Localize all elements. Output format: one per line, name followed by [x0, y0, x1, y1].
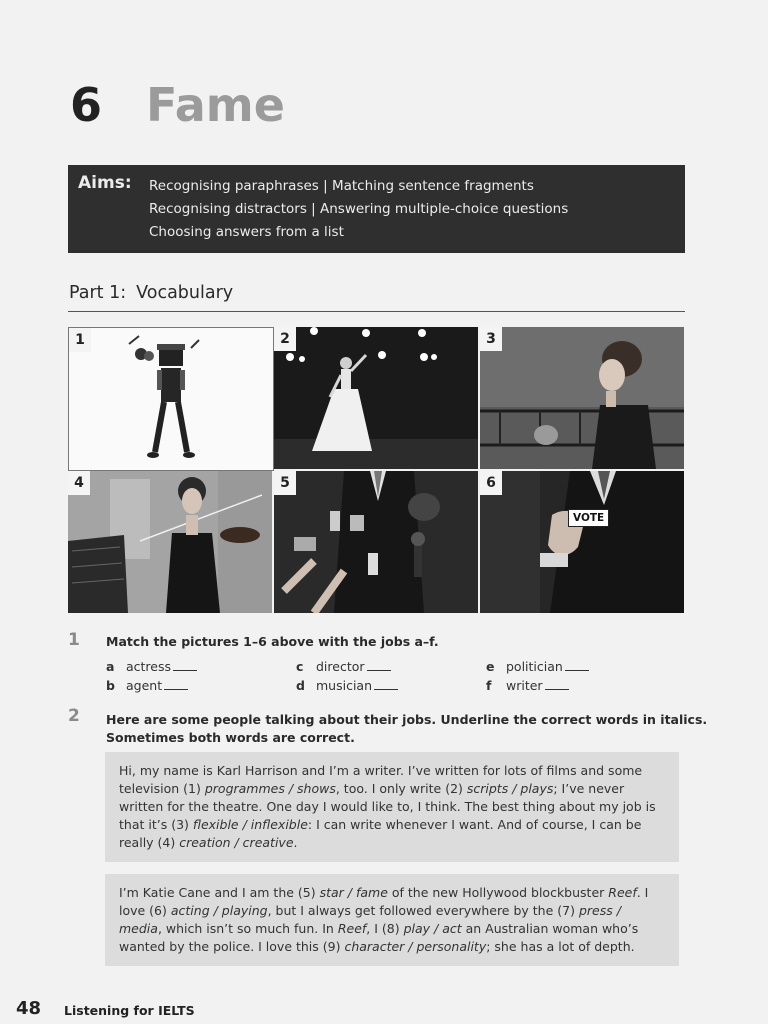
- passage-text: Hi, my name is Karl Harrison and I’m a writer. I’ve written for lots of films and some television (1): [119, 763, 643, 796]
- word-choice[interactable]: play / act: [403, 921, 462, 936]
- answer-blank[interactable]: [164, 689, 188, 690]
- aims-label: Aims:: [78, 173, 132, 193]
- word-choice[interactable]: character / personality: [344, 939, 487, 954]
- film-title: Reef: [608, 885, 637, 900]
- instruction-line: Sometimes both words are correct.: [106, 730, 355, 745]
- reading-passage-actress: [105, 874, 679, 966]
- passage-text: , I (8): [366, 921, 404, 936]
- option-letter: b: [106, 678, 115, 693]
- option-word: writer: [506, 678, 543, 693]
- instruction-line: Here are some people talking about their jobs. Underline the correct words in italics.: [106, 712, 708, 727]
- aims-line: Choosing answers from a list: [149, 224, 344, 240]
- photo-actress: [480, 327, 684, 469]
- option-item: [486, 659, 589, 674]
- vote-badge: VOTE: [568, 509, 609, 527]
- word-choice[interactable]: flexible / inflexible: [192, 817, 308, 832]
- word-choice[interactable]: programmes / shows: [204, 781, 336, 796]
- photo-musician: [68, 471, 272, 613]
- word-choice[interactable]: scripts / plays: [466, 781, 554, 796]
- answer-blank[interactable]: [545, 689, 569, 690]
- option-word: director: [316, 659, 365, 674]
- book-title: Listening for IELTS: [64, 1003, 195, 1018]
- film-title: Reef: [337, 921, 367, 936]
- option-letter: d: [296, 678, 305, 693]
- word-choice[interactable]: acting / playing: [170, 903, 268, 918]
- answer-blank[interactable]: [367, 670, 391, 671]
- exercise-number: 1: [68, 630, 80, 650]
- passage-text: an Australian woman who’s wanted by the police. I love this (9): [119, 921, 639, 954]
- passage-text: . I love (6): [119, 885, 649, 918]
- page-number: 48: [16, 998, 42, 1019]
- answer-blank[interactable]: [173, 670, 197, 671]
- option-word: musician: [316, 678, 373, 693]
- passage-text: , but I always get followed everywhere by the (7): [267, 903, 579, 918]
- option-item: [296, 659, 391, 674]
- passage-text: ; I’ve never written for the theatre. One day I would like to, I think. The best thing about my job is that it’s (3): [119, 781, 656, 832]
- chapter-title: Fame: [146, 78, 285, 132]
- answer-blank[interactable]: [374, 689, 398, 690]
- passage-text: , which isn’t so much fun. In: [157, 921, 338, 936]
- word-choice[interactable]: press / media: [119, 903, 621, 936]
- part-label: Part 1:: [69, 283, 127, 303]
- passage-text: of the new Hollywood blockbuster: [387, 885, 609, 900]
- passage-text: : I can write whenever I want. And of course, I can be really (4): [119, 817, 642, 850]
- aims-line: Recognising distractors | Answering multiple-choice questions: [149, 201, 569, 217]
- chapter-number: 6: [70, 78, 103, 132]
- passage-text: I’m Katie Cane and I am the (5): [119, 885, 320, 900]
- photo-number: 2: [274, 327, 296, 351]
- passage-text: ; she has a lot of depth.: [486, 939, 635, 954]
- divider: [68, 311, 685, 312]
- option-item: [486, 678, 569, 693]
- photo-number: 1: [69, 328, 91, 352]
- option-item: [106, 678, 188, 693]
- photo-politician: [480, 471, 684, 613]
- photo-number: 4: [68, 471, 90, 495]
- photo-agent: [274, 471, 478, 613]
- photo-director: [68, 327, 274, 471]
- word-choice[interactable]: star / fame: [319, 885, 388, 900]
- exercise-instruction: [106, 711, 707, 747]
- passage-text: , too. I only write (2): [335, 781, 467, 796]
- reading-passage-writer: [105, 752, 679, 862]
- exercise-number: 2: [68, 706, 80, 726]
- photo-number: 3: [480, 327, 502, 351]
- option-letter: e: [486, 659, 495, 674]
- photo-performer: [274, 327, 478, 469]
- option-letter: c: [296, 659, 304, 674]
- chapter-heading: [70, 78, 285, 138]
- option-word: actress: [126, 659, 172, 674]
- passage-text: .: [293, 835, 298, 850]
- option-letter: a: [106, 659, 115, 674]
- option-item: [296, 678, 398, 693]
- option-letter: f: [486, 678, 492, 693]
- option-word: agent: [126, 678, 163, 693]
- word-choice[interactable]: creation / creative: [179, 835, 294, 850]
- option-item: [106, 659, 197, 674]
- photo-number: 5: [274, 471, 296, 495]
- option-word: politician: [506, 659, 563, 674]
- exercise-instruction: Match the pictures 1–6 above with the jobs a–f.: [106, 634, 439, 649]
- aims-list: [149, 175, 568, 244]
- aims-box: [68, 165, 685, 253]
- aims-line: Recognising paraphrases | Matching sentence fragments: [149, 178, 534, 194]
- part-title: Vocabulary: [136, 283, 234, 303]
- part-heading: [69, 283, 233, 303]
- photo-number: 6: [480, 471, 502, 495]
- answer-blank[interactable]: [565, 670, 589, 671]
